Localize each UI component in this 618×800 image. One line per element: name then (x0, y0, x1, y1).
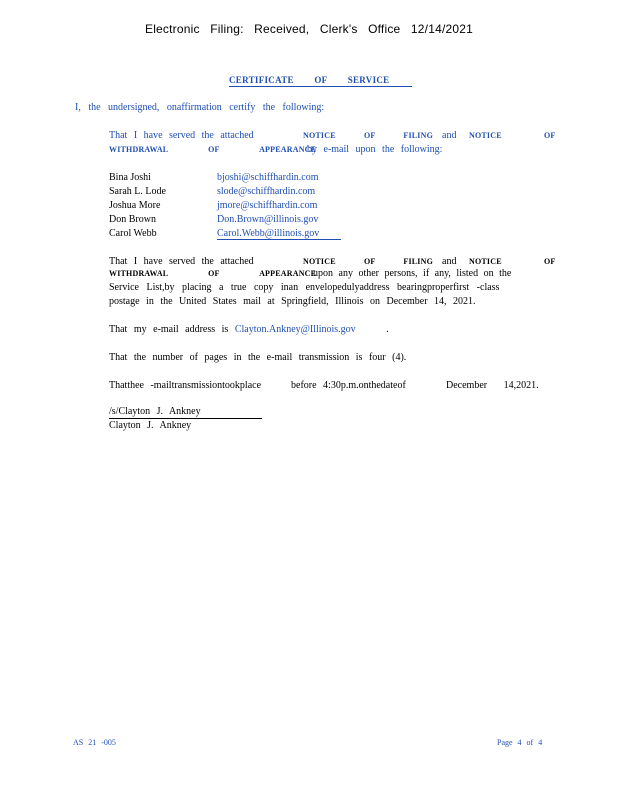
filing-stamp-header: Electronic Filing: Received, Clerk's Office 12/14/2021 (144, 22, 473, 36)
para1-lead: That I have served the attached (109, 130, 254, 141)
para1-doc-withdrawal-of-appearance: WITHDRAWAL OF APPEARANCE (109, 145, 317, 154)
para5-date: December 14,2021. (446, 380, 539, 391)
para3-end: . (386, 324, 389, 335)
para2-doc-withdrawal-of-appearance: WITHDRAWAL OF APPEARANCE (109, 269, 317, 278)
para2-line3: Service List,by placing a true copy inan envelopedulyaddress bearingproperfirst -class (109, 282, 500, 293)
para1-doc-notice-of-filing: NOTICE OF FILING (303, 131, 434, 140)
signature-s-line: /s/Clayton J. Ankney (109, 406, 201, 417)
para3-lead: That my e-mail address is (109, 324, 229, 335)
service-email-1[interactable]: bjoshi@schiffhardin.com (217, 172, 319, 183)
own-email-address[interactable]: Clayton.Ankney@Illinois.gov (234, 324, 356, 335)
service-name-5: Carol Webb (109, 228, 157, 239)
para2-and: and (442, 256, 457, 267)
service-email-3[interactable]: jmore@schiffhardin.com (217, 200, 318, 211)
service-email-2[interactable]: slode@schiffhardin.com (217, 186, 316, 197)
footer-page-number: Page 4 of 4 (497, 738, 543, 747)
para1-tail: by e-mail upon the following: (307, 144, 443, 155)
service-name-4: Don Brown (109, 214, 156, 225)
signer-name: Clayton J. Ankney (109, 420, 192, 431)
para2-line4: postage in the United States mail at Springfield, Illinois on December 14, 2021. (109, 296, 476, 307)
footer-form-id: AS 21 -005 (73, 738, 116, 747)
service-name-3: Joshua More (109, 200, 161, 211)
para4-page-count: That the number of pages in the e-mail transmission is four (4). (109, 352, 407, 363)
para2-lead: That I have served the attached (109, 256, 254, 267)
para2-line2-tail: upon any other persons, if any, listed on the (313, 268, 512, 279)
para1-doc-notice-of: NOTICE OF (469, 131, 556, 140)
para5-mid: before 4:30p.m.onthedateof (291, 380, 406, 391)
document-title: CERTIFICATE OF SERVICE (229, 75, 412, 87)
para2-doc-notice-of-filing: NOTICE OF FILING (303, 257, 434, 266)
para5-lead: Thatthee -mailtransmissiontookplace (109, 380, 262, 391)
service-name-1: Bina Joshi (109, 172, 151, 183)
service-email-5[interactable] (217, 228, 341, 239)
intro-statement: I, the undersigned, onaffirmation certify the following: (75, 102, 325, 113)
paragraph-1-line-1 (109, 130, 254, 141)
para2-doc-notice-of: NOTICE OF (469, 257, 556, 266)
signature-underline (109, 418, 262, 419)
service-email-4[interactable]: Don.Brown@illinois.gov (217, 214, 319, 225)
para1-and: and (442, 130, 457, 141)
service-name-2: Sarah L. Lode (109, 186, 166, 197)
service-email-5-text: Carol.Webb@illinois.gov (217, 228, 341, 240)
para3-line (109, 324, 389, 335)
